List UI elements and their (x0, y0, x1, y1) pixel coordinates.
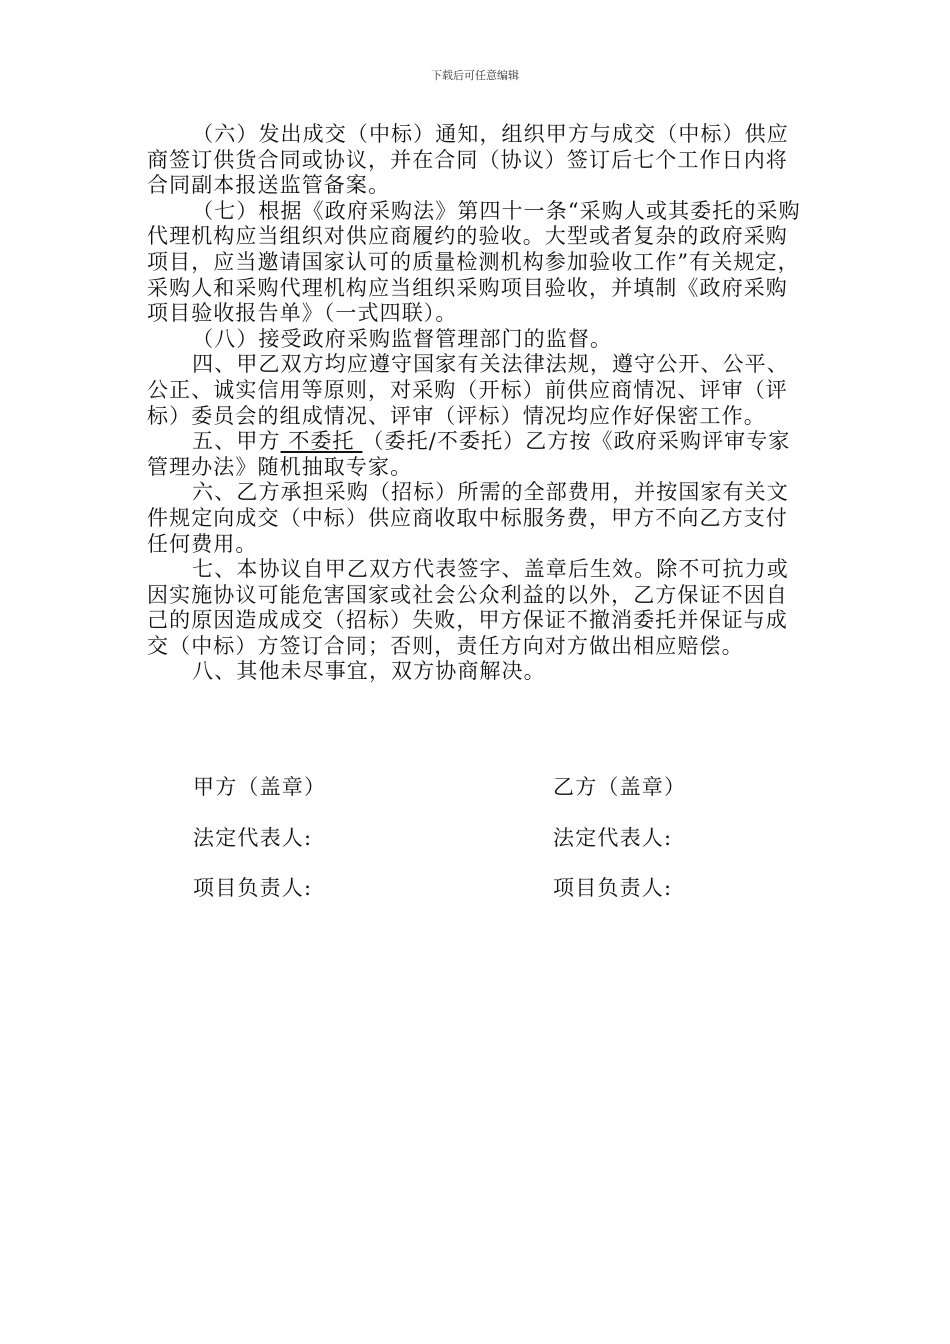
article-5-suffix: （委托/不委托）乙方按《政府采购评审专家管理办法》随机抽取专家。 (147, 429, 791, 479)
download-note: 下载后可任意编辑 (431, 69, 519, 82)
party-b-seal: 乙方（盖章） (553, 775, 687, 799)
article-6-fees: 六、乙方承担采购（招标）所需的全部费用，并按国家有关文件规定向成交（中标）供应商收取中标服务费，甲方不向乙方支付任何费用。 (147, 480, 789, 556)
entrust-choice: 不委托 (280, 429, 363, 454)
party-b-project-lead: 项目负责人: (553, 876, 673, 900)
clause-7-acceptance: （七）根据《政府采购法》第四十一条“采购人或其委托的采购代理机构应当组织对供应商履约的验收。大型或者复杂的政府采购项目，应当邀请国家认可的质量检测机构参加验收工作”有关规定，采购人和采购代理机构应当组织采购项目验收，并填制《政府采购项目验收报告单》（一式四联）。 (147, 198, 801, 326)
article-7-effectiveness: 七、本协议自甲乙双方代表签字、盖章后生效。除不可抗力或因实施协议可能危害国家或社会公众利益的以外，乙方保证不因自己的原因造成成交（招标）失败，甲方保证不撤消委托并保证与成交（中标）方签订合同；否则，责任方向对方做出相应赔偿。 (147, 557, 789, 658)
article-8-other-matters: 八、其他未尽事宜，双方协商解决。 (192, 659, 546, 684)
party-a-seal: 甲方（盖章） (193, 775, 327, 799)
agreement-body (147, 122, 807, 685)
clause-8-supervision: （八）接受政府采购监督管理部门的监督。 (192, 326, 613, 351)
party-a-legal-rep: 法定代表人: (193, 826, 313, 850)
party-a-project-lead: 项目负责人: (193, 876, 313, 900)
article-4-confidentiality: 四、甲乙双方均应遵守国家有关法律法规，遵守公开、公平、公正、诚实信用等原则，对采购（开标）前供应商情况、评审（评标）委员会的组成情况、评审（评标）情况均应作好保密工作。 (147, 352, 789, 428)
article-5-prefix: 五、甲方 (192, 429, 281, 454)
clause-6-notification: （六）发出成交（中标）通知，组织甲方与成交（中标）供应商签订供货合同或协议，并在合同（协议）签订后七个工作日内将合同副本报送监管备案。 (147, 122, 789, 198)
party-b-legal-rep: 法定代表人: (553, 826, 673, 850)
article-5-expert-selection (147, 429, 807, 480)
